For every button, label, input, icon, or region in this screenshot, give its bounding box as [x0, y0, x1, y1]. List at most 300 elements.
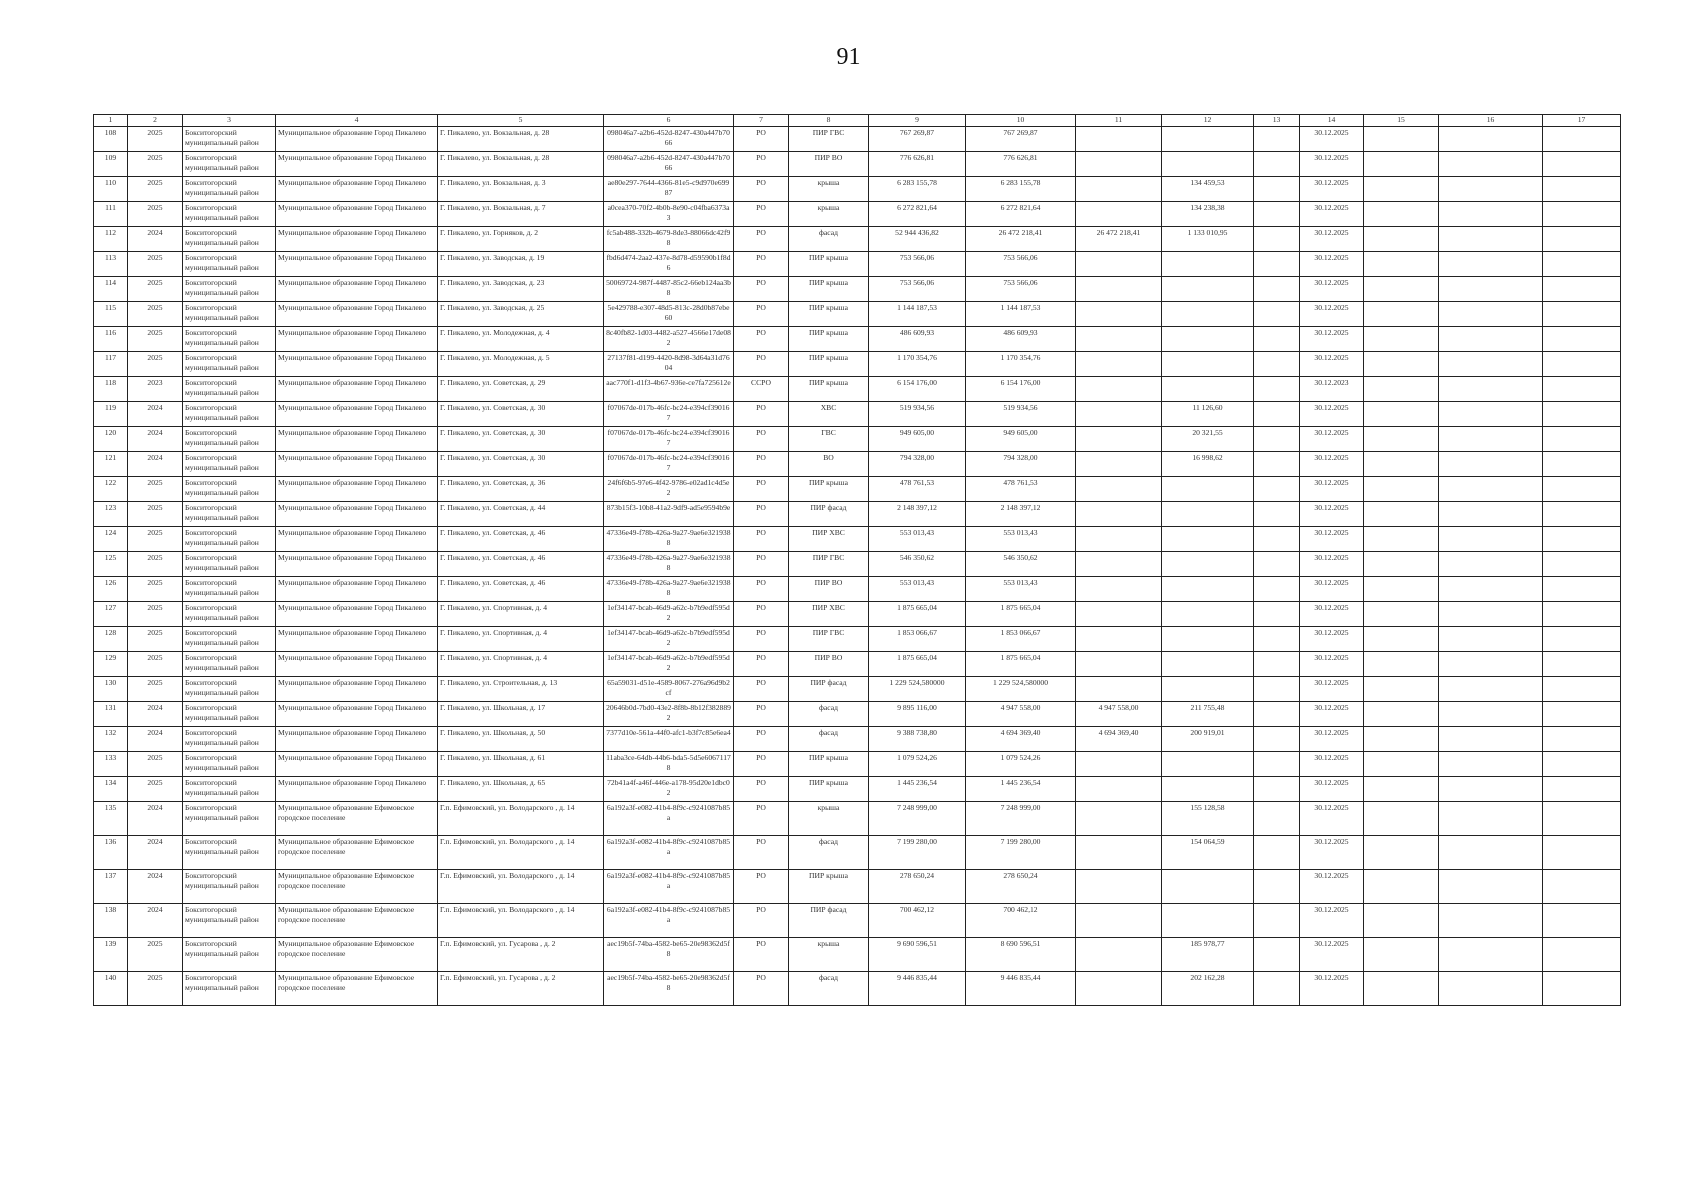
table-cell: 30.12.2025	[1300, 904, 1364, 938]
table-cell: РО	[734, 602, 789, 627]
table-cell: ae80e297-7644-4366-81e5-c9d970e69987	[604, 177, 734, 202]
table-cell	[1254, 627, 1300, 652]
table-cell: Г. Пикалево, ул. Заводская, д. 19	[438, 252, 604, 277]
table-cell: 2 148 397,12	[966, 502, 1076, 527]
table-cell: 1 445 236,54	[869, 777, 966, 802]
table-row	[94, 527, 1621, 552]
table-cell	[1439, 527, 1543, 552]
table-cell: 211 755,48	[1162, 702, 1254, 727]
table-cell	[1439, 327, 1543, 352]
table-cell: РО	[734, 302, 789, 327]
column-header: 4	[276, 115, 438, 127]
table-cell: Бокситогорский муниципальный район	[183, 702, 276, 727]
table-cell: 6a192a3f-e082-41b4-8f9c-c9241087b85a	[604, 870, 734, 904]
table-cell	[1254, 277, 1300, 302]
table-cell: 2025	[128, 152, 183, 177]
table-cell: 20646b0d-7bd0-43e2-8f8b-8b12f3828892	[604, 702, 734, 727]
table-cell	[1254, 127, 1300, 152]
table-cell: 519 934,56	[869, 402, 966, 427]
table-cell: Бокситогорский муниципальный район	[183, 277, 276, 302]
page-number: 91	[836, 44, 861, 70]
table-cell	[1162, 252, 1254, 277]
table-cell: 65a59031-d51e-4589-8067-276a96d9b2cf	[604, 677, 734, 702]
table-cell: Г. Пикалево, ул. Школьная, д. 50	[438, 727, 604, 752]
table-cell: РО	[734, 177, 789, 202]
table-cell	[1543, 677, 1621, 702]
table-cell	[1076, 602, 1162, 627]
table-cell: 114	[94, 277, 128, 302]
table-cell: 30.12.2025	[1300, 302, 1364, 327]
table-cell: 2025	[128, 502, 183, 527]
table-cell: 30.12.2025	[1300, 836, 1364, 870]
table-cell: ПИР крыша	[789, 327, 869, 352]
table-cell: Г.п. Ефимовский, ул. Володарского , д. 14	[438, 904, 604, 938]
table-cell: 1ef34147-bcab-46d9-a62c-b7b9edf595d2	[604, 602, 734, 627]
table-cell: 30.12.2025	[1300, 202, 1364, 227]
table-cell: 134	[94, 777, 128, 802]
column-header: 6	[604, 115, 734, 127]
table-cell: 553 013,43	[869, 527, 966, 552]
table-cell: Бокситогорский муниципальный район	[183, 802, 276, 836]
table-row	[94, 302, 1621, 327]
table-cell	[1364, 972, 1439, 1006]
table-cell	[1543, 327, 1621, 352]
table-cell: Г. Пикалево, ул. Советская, д. 29	[438, 377, 604, 402]
table-cell	[1364, 152, 1439, 177]
table-row	[94, 702, 1621, 727]
table-cell: 767 269,87	[869, 127, 966, 152]
table-cell	[1254, 152, 1300, 177]
table-cell: ПИР крыша	[789, 252, 869, 277]
table-cell	[1076, 152, 1162, 177]
table-cell	[1162, 904, 1254, 938]
table-cell	[1162, 627, 1254, 652]
table-row	[94, 402, 1621, 427]
table-cell	[1543, 904, 1621, 938]
table-cell	[1076, 327, 1162, 352]
table-cell	[1543, 652, 1621, 677]
table-cell: РО	[734, 677, 789, 702]
table-cell: 2025	[128, 527, 183, 552]
table-cell: Муниципальное образование Город Пикалево	[276, 402, 438, 427]
table-cell: 30.12.2025	[1300, 577, 1364, 602]
table-cell	[1439, 177, 1543, 202]
table-cell	[1254, 427, 1300, 452]
table-cell: Г. Пикалево, ул. Молодежная, д. 5	[438, 352, 604, 377]
table-cell: 1 144 187,53	[869, 302, 966, 327]
table-cell: Муниципальное образование Город Пикалево	[276, 127, 438, 152]
table-cell: 133	[94, 752, 128, 777]
table-cell: 2025	[128, 327, 183, 352]
table-cell: 553 013,43	[966, 577, 1076, 602]
table-cell: Г.п. Ефимовский, ул. Володарского , д. 14	[438, 836, 604, 870]
table-cell: 486 609,93	[966, 327, 1076, 352]
table-cell	[1439, 427, 1543, 452]
table-cell: Муниципальное образование Город Пикалево	[276, 352, 438, 377]
table-cell	[1076, 836, 1162, 870]
table-cell	[1254, 802, 1300, 836]
table-cell: ПИР ХВС	[789, 602, 869, 627]
table-cell: Г. Пикалево, ул. Молодежная, д. 4	[438, 327, 604, 352]
table-cell: 1ef34147-bcab-46d9-a62c-b7b9edf595d2	[604, 627, 734, 652]
table-cell: 2025	[128, 277, 183, 302]
table-cell: Г. Пикалево, ул. Школьная, д. 65	[438, 777, 604, 802]
table-cell: Муниципальное образование Город Пикалево	[276, 277, 438, 302]
table-cell	[1162, 277, 1254, 302]
table-cell	[1364, 527, 1439, 552]
table-cell: 72b41a4f-a46f-446e-a178-95d20e1dbc02	[604, 777, 734, 802]
table-cell: 949 605,00	[966, 427, 1076, 452]
table-cell: 753 566,06	[869, 252, 966, 277]
table-cell: Бокситогорский муниципальный район	[183, 152, 276, 177]
table-cell: 139	[94, 938, 128, 972]
table-cell	[1254, 527, 1300, 552]
table-cell: РО	[734, 327, 789, 352]
table-cell	[1076, 427, 1162, 452]
table-cell: 112	[94, 227, 128, 252]
table-cell: 1 853 066,67	[966, 627, 1076, 652]
table-cell: Муниципальное образование Город Пикалево	[276, 377, 438, 402]
table-cell: Г. Пикалево, ул. Советская, д. 46	[438, 577, 604, 602]
table-cell	[1254, 702, 1300, 727]
table-cell: Г. Пикалево, ул. Советская, д. 30	[438, 452, 604, 477]
table-cell: 9 895 116,00	[869, 702, 966, 727]
table-cell: 185 978,77	[1162, 938, 1254, 972]
table-cell: Бокситогорский муниципальный район	[183, 527, 276, 552]
table-cell	[1543, 252, 1621, 277]
table-cell	[1364, 502, 1439, 527]
table-cell: 700 462,12	[966, 904, 1076, 938]
table-cell: 2025	[128, 652, 183, 677]
table-cell: 2025	[128, 252, 183, 277]
table-cell: Г. Пикалево, ул. Школьная, д. 17	[438, 702, 604, 727]
table-cell: ГВС	[789, 427, 869, 452]
table-cell: ПИР крыша	[789, 277, 869, 302]
table-cell	[1364, 777, 1439, 802]
table-row	[94, 972, 1621, 1006]
table-cell: ПИР крыша	[789, 752, 869, 777]
table-cell: 30.12.2025	[1300, 227, 1364, 252]
table-cell	[1076, 577, 1162, 602]
table-cell	[1364, 377, 1439, 402]
table-cell	[1543, 836, 1621, 870]
table-cell	[1254, 402, 1300, 427]
table-cell: 2025	[128, 627, 183, 652]
table-cell: 2025	[128, 577, 183, 602]
table-cell: РО	[734, 836, 789, 870]
table-cell: 30.12.2025	[1300, 127, 1364, 152]
table-cell: 4 694 369,40	[966, 727, 1076, 752]
table-cell: Бокситогорский муниципальный район	[183, 836, 276, 870]
table-cell: 6 283 155,78	[869, 177, 966, 202]
table-row	[94, 377, 1621, 402]
table-cell	[1364, 677, 1439, 702]
table-cell: 1 079 524,26	[869, 752, 966, 777]
table-cell	[1254, 602, 1300, 627]
table-cell: 776 626,81	[869, 152, 966, 177]
table-cell: 132	[94, 727, 128, 752]
table-cell	[1254, 972, 1300, 1006]
table-cell	[1254, 502, 1300, 527]
table-cell: Муниципальное образование Город Пикалево	[276, 677, 438, 702]
table-cell	[1076, 972, 1162, 1006]
column-header: 14	[1300, 115, 1364, 127]
table-cell: 098046a7-a2b6-452d-8247-430a447b7066	[604, 152, 734, 177]
table-cell: 098046a7-a2b6-452d-8247-430a447b7066	[604, 127, 734, 152]
table-cell	[1162, 377, 1254, 402]
table-cell	[1162, 477, 1254, 502]
table-cell	[1543, 577, 1621, 602]
table-cell: 16 998,62	[1162, 452, 1254, 477]
table-cell	[1439, 477, 1543, 502]
table-cell	[1254, 777, 1300, 802]
table-cell: 7 199 280,00	[966, 836, 1076, 870]
table-cell: 11 126,60	[1162, 402, 1254, 427]
table-row	[94, 577, 1621, 602]
table-cell: 6a192a3f-e082-41b4-8f9c-c9241087b85a	[604, 904, 734, 938]
table-cell: 116	[94, 327, 128, 352]
table-cell	[1364, 127, 1439, 152]
table-cell: Муниципальное образование Ефимовское городское поселение	[276, 802, 438, 836]
table-cell	[1162, 527, 1254, 552]
table-cell: РО	[734, 627, 789, 652]
table-cell: Муниципальное образование Город Пикалево	[276, 527, 438, 552]
table-row	[94, 752, 1621, 777]
column-header: 7	[734, 115, 789, 127]
table-cell: 6a192a3f-e082-41b4-8f9c-c9241087b85a	[604, 802, 734, 836]
table-cell: 30.12.2025	[1300, 252, 1364, 277]
table-cell: Г. Пикалево, ул. Школьная, д. 61	[438, 752, 604, 777]
table-cell: Г. Пикалево, ул. Советская, д. 36	[438, 477, 604, 502]
table-cell: РО	[734, 127, 789, 152]
table-cell: ПИР крыша	[789, 302, 869, 327]
table-cell: 2025	[128, 477, 183, 502]
table-cell	[1364, 802, 1439, 836]
table-cell: Муниципальное образование Город Пикалево	[276, 427, 438, 452]
table-cell: фасад	[789, 702, 869, 727]
column-header: 12	[1162, 115, 1254, 127]
table-cell: f07067de-017b-46fc-bc24-e394cf390167	[604, 402, 734, 427]
table-cell	[1162, 602, 1254, 627]
table-cell: aec19b5f-74ba-4582-be65-20e98362d5f8	[604, 938, 734, 972]
table-cell: 753 566,06	[966, 277, 1076, 302]
table-cell	[1364, 327, 1439, 352]
table-cell: 119	[94, 402, 128, 427]
table-cell	[1364, 402, 1439, 427]
table-cell: 2025	[128, 202, 183, 227]
table-cell	[1076, 752, 1162, 777]
table-cell: 2024	[128, 402, 183, 427]
table-cell: 2 148 397,12	[869, 502, 966, 527]
table-cell: 4 694 369,40	[1076, 727, 1162, 752]
table-cell	[1364, 452, 1439, 477]
table-cell: Г. Пикалево, ул. Вокзальная, д. 3	[438, 177, 604, 202]
table-cell	[1439, 802, 1543, 836]
table-cell: 478 761,53	[869, 477, 966, 502]
table-cell: 2025	[128, 972, 183, 1006]
table-cell	[1439, 836, 1543, 870]
table-cell: Муниципальное образование Город Пикалево	[276, 202, 438, 227]
table-cell	[1076, 452, 1162, 477]
table-cell: 154 064,59	[1162, 836, 1254, 870]
table-cell: 30.12.2025	[1300, 870, 1364, 904]
table-cell	[1439, 577, 1543, 602]
table-cell	[1076, 502, 1162, 527]
table-cell	[1254, 870, 1300, 904]
table-cell: 2024	[128, 227, 183, 252]
table-cell: Муниципальное образование Город Пикалево	[276, 652, 438, 677]
table-cell	[1254, 904, 1300, 938]
table-row	[94, 452, 1621, 477]
table-cell: 30.12.2025	[1300, 427, 1364, 452]
table-row	[94, 727, 1621, 752]
table-cell	[1543, 972, 1621, 1006]
table-row	[94, 677, 1621, 702]
table-cell	[1364, 727, 1439, 752]
table-cell: РО	[734, 227, 789, 252]
table-cell: 9 388 738,80	[869, 727, 966, 752]
table-cell: Г. Пикалево, ул. Спортивная, д. 4	[438, 652, 604, 677]
table-cell	[1076, 352, 1162, 377]
table-cell: Бокситогорский муниципальный район	[183, 870, 276, 904]
table-cell: Муниципальное образование Ефимовское городское поселение	[276, 836, 438, 870]
table-cell: Муниципальное образование Город Пикалево	[276, 627, 438, 652]
table-cell: 30.12.2025	[1300, 677, 1364, 702]
table-cell: Бокситогорский муниципальный район	[183, 402, 276, 427]
table-cell: Бокситогорский муниципальный район	[183, 972, 276, 1006]
table-cell: 7 199 280,00	[869, 836, 966, 870]
table-cell: фасад	[789, 972, 869, 1006]
table-cell: 30.12.2025	[1300, 402, 1364, 427]
table-cell: 553 013,43	[966, 527, 1076, 552]
table-cell: 2024	[128, 870, 183, 904]
table-row	[94, 127, 1621, 152]
table-cell	[1439, 302, 1543, 327]
table-cell: 50069724-987f-4487-85c2-66eb124aa3b8	[604, 277, 734, 302]
table-cell: 30.12.2025	[1300, 727, 1364, 752]
table-cell: Г. Пикалево, ул. Советская, д. 46	[438, 527, 604, 552]
table-cell	[1364, 227, 1439, 252]
column-header: 2	[128, 115, 183, 127]
table-cell: 6 272 821,64	[966, 202, 1076, 227]
table-cell: 30.12.2025	[1300, 502, 1364, 527]
table-cell: 130	[94, 677, 128, 702]
table-cell: РО	[734, 277, 789, 302]
table-cell: Г. Пикалево, ул. Заводская, д. 25	[438, 302, 604, 327]
table-cell: 30.12.2025	[1300, 752, 1364, 777]
table-cell: Муниципальное образование Город Пикалево	[276, 577, 438, 602]
table-cell: 137	[94, 870, 128, 904]
table-cell: 113	[94, 252, 128, 277]
table-row	[94, 327, 1621, 352]
table-cell: Г.п. Ефимовский, ул. Гусарова , д. 2	[438, 972, 604, 1006]
table-cell: 30.12.2023	[1300, 377, 1364, 402]
table-cell: 129	[94, 652, 128, 677]
table-cell: Муниципальное образование Ефимовское городское поселение	[276, 938, 438, 972]
table-cell: 124	[94, 527, 128, 552]
data-table	[93, 114, 1621, 1006]
table-cell	[1364, 904, 1439, 938]
table-cell: Г. Пикалево, ул. Вокзальная, д. 7	[438, 202, 604, 227]
table-cell: Бокситогорский муниципальный район	[183, 302, 276, 327]
table-cell	[1364, 477, 1439, 502]
table-row	[94, 352, 1621, 377]
table-cell	[1543, 177, 1621, 202]
table-cell: 776 626,81	[966, 152, 1076, 177]
table-row	[94, 836, 1621, 870]
table-row	[94, 252, 1621, 277]
table-cell	[1254, 302, 1300, 327]
table-cell: 2025	[128, 552, 183, 577]
table-cell: 1 875 665,04	[869, 652, 966, 677]
table-cell: Бокситогорский муниципальный район	[183, 202, 276, 227]
table-cell: 118	[94, 377, 128, 402]
table-cell: Муниципальное образование Ефимовское городское поселение	[276, 870, 438, 904]
table-cell: Бокситогорский муниципальный район	[183, 452, 276, 477]
table-cell: ПИР фасад	[789, 677, 869, 702]
table-cell: Муниципальное образование Город Пикалево	[276, 327, 438, 352]
column-header: 5	[438, 115, 604, 127]
table-cell: Бокситогорский муниципальный район	[183, 352, 276, 377]
table-cell	[1439, 277, 1543, 302]
table-cell: РО	[734, 152, 789, 177]
table-cell: Муниципальное образование Город Пикалево	[276, 227, 438, 252]
table-cell: фасад	[789, 727, 869, 752]
table-cell: ПИР фасад	[789, 904, 869, 938]
table-row	[94, 652, 1621, 677]
table-cell: 2025	[128, 352, 183, 377]
table-cell	[1162, 870, 1254, 904]
table-cell: 109	[94, 152, 128, 177]
table-cell: 2025	[128, 777, 183, 802]
table-cell: ПИР крыша	[789, 777, 869, 802]
table-cell	[1364, 302, 1439, 327]
table-cell	[1543, 152, 1621, 177]
table-cell: ПИР крыша	[789, 477, 869, 502]
table-cell	[1076, 652, 1162, 677]
table-cell	[1439, 252, 1543, 277]
table-cell: 155 128,58	[1162, 802, 1254, 836]
table-row	[94, 802, 1621, 836]
table-cell	[1076, 627, 1162, 652]
table-cell	[1543, 552, 1621, 577]
table-cell: ВО	[789, 452, 869, 477]
table-cell: 2024	[128, 702, 183, 727]
table-cell	[1543, 802, 1621, 836]
table-cell	[1439, 502, 1543, 527]
table-cell: 115	[94, 302, 128, 327]
table-cell	[1076, 938, 1162, 972]
table-cell	[1543, 227, 1621, 252]
table-cell	[1254, 677, 1300, 702]
table-cell: крыша	[789, 202, 869, 227]
table-cell	[1439, 652, 1543, 677]
table-cell: РО	[734, 427, 789, 452]
table-cell: Г. Пикалево, ул. Советская, д. 30	[438, 402, 604, 427]
table-cell: 6 272 821,64	[869, 202, 966, 227]
table-cell	[1162, 327, 1254, 352]
table-cell: 47336e49-f78b-426a-9a27-9ae6e3219388	[604, 552, 734, 577]
table-cell	[1254, 727, 1300, 752]
table-cell: 1 170 354,76	[966, 352, 1076, 377]
table-cell: 30.12.2025	[1300, 652, 1364, 677]
table-cell	[1254, 452, 1300, 477]
table-cell: Бокситогорский муниципальный район	[183, 377, 276, 402]
table-cell	[1364, 752, 1439, 777]
table-cell	[1254, 477, 1300, 502]
table-cell	[1364, 938, 1439, 972]
table-cell: Бокситогорский муниципальный район	[183, 904, 276, 938]
